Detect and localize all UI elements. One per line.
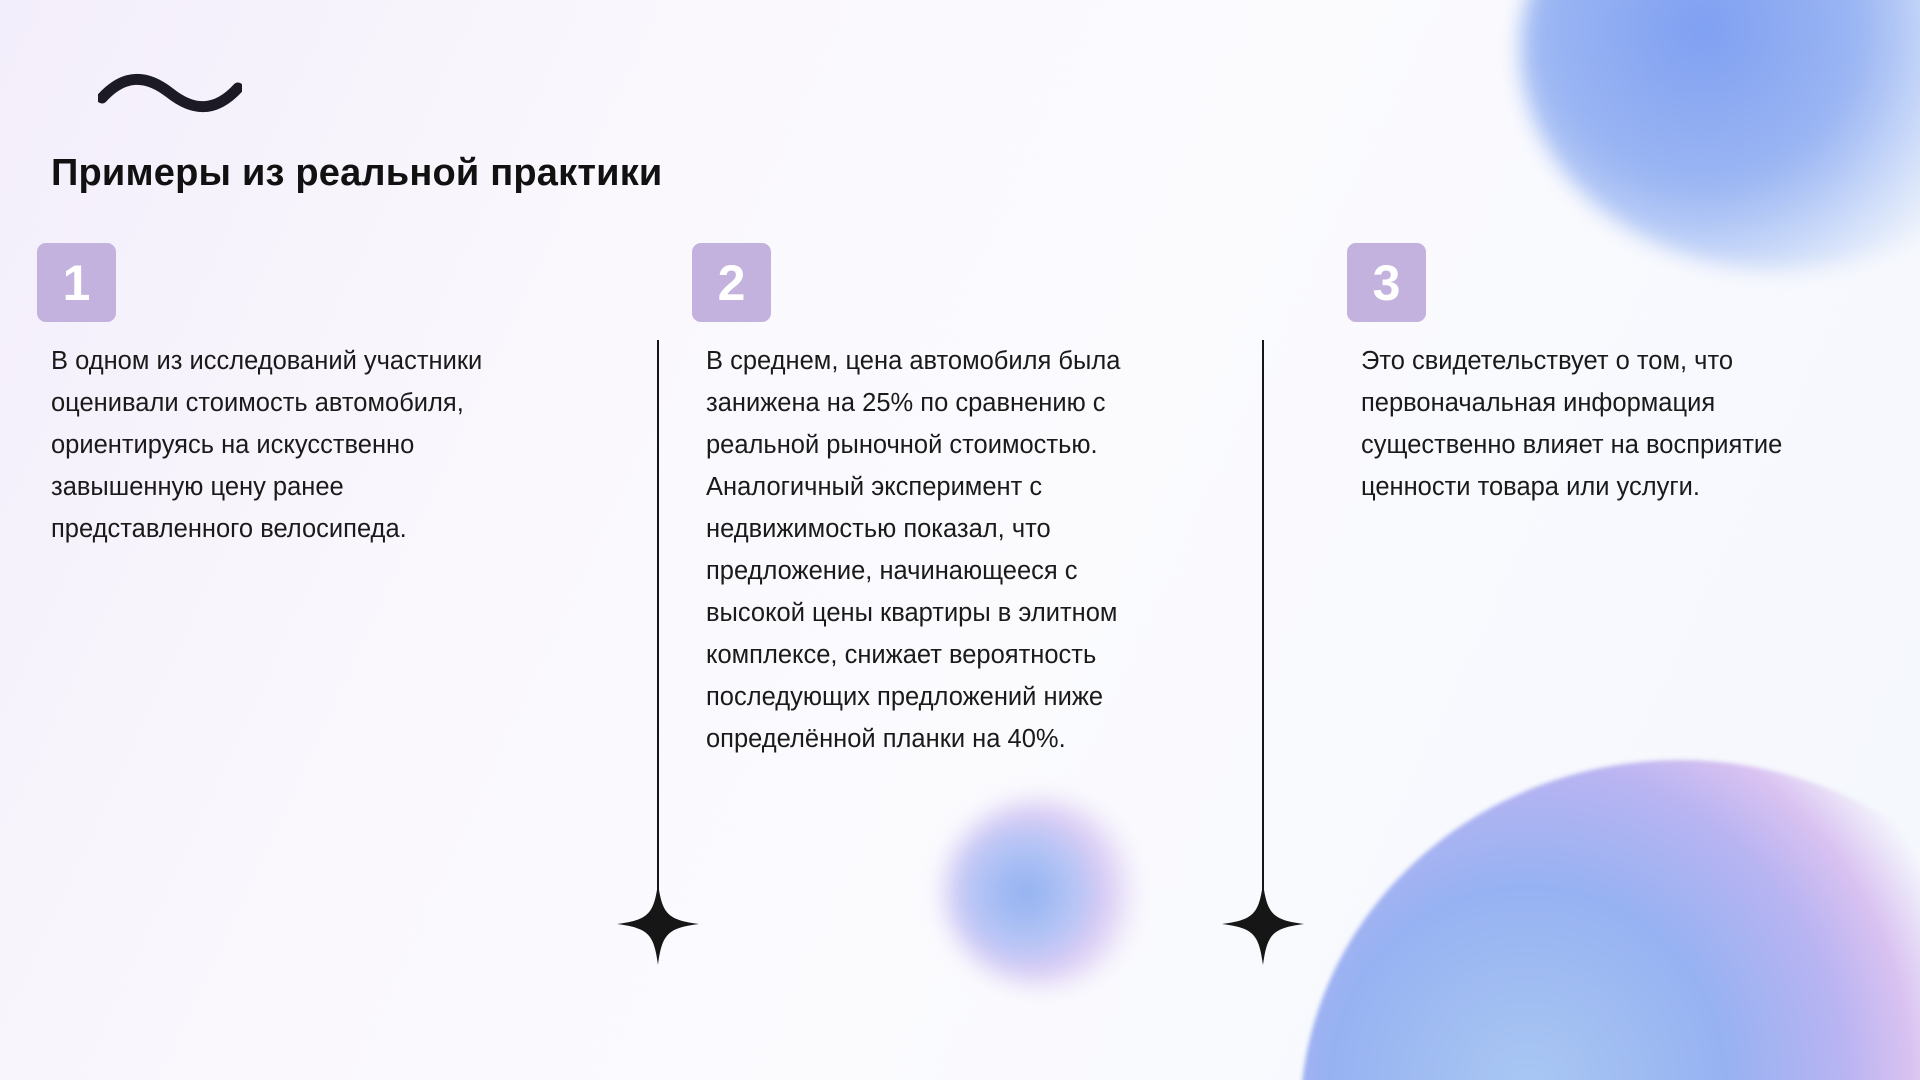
four-point-star-icon: [617, 883, 699, 965]
divider-line-1: [657, 340, 659, 920]
text-line: В одном из исследований участники: [51, 347, 483, 375]
text-line: Аналогичный эксперимент с: [706, 473, 1043, 501]
text-line: недвижимостью показал, что: [706, 515, 1051, 543]
text-line: представленного велосипеда.: [51, 515, 407, 543]
text-line: Это свидетельствует о том, что: [1361, 347, 1734, 375]
text-line: В среднем, цена автомобиля была: [706, 347, 1121, 375]
text-line: существенно влияет на восприятие: [1361, 431, 1783, 459]
text-line: занижена на 25% по сравнению с: [706, 389, 1106, 417]
slide-title: Примеры из реальной практики: [51, 152, 663, 194]
column-2-text: [706, 340, 1176, 760]
text-line: определённой планки на 40%.: [706, 725, 1066, 753]
number-badge-3: 3: [1347, 243, 1426, 322]
text-line: оценивали стоимость автомобиля,: [51, 389, 464, 417]
number-badge-2: 2: [692, 243, 771, 322]
gradient-blob-bottom-right: [1300, 760, 1920, 1080]
text-line: первоначальная информация: [1361, 389, 1716, 417]
squiggle-icon: [98, 72, 242, 114]
number-badge-1: 1: [37, 243, 116, 322]
text-line: ориентируясь на искусственно: [51, 431, 415, 459]
divider-line-2: [1262, 340, 1264, 920]
column-3-text: [1361, 340, 1831, 508]
text-line: последующих предложений ниже: [706, 683, 1104, 711]
text-line: комплексе, снижает вероятность: [706, 641, 1097, 669]
text-line: реальной рыночной стоимостью.: [706, 431, 1098, 459]
four-point-star-icon: [1222, 883, 1304, 965]
text-line: завышенную цену ранее: [51, 473, 344, 501]
column-1-text: [51, 340, 521, 550]
text-line: предложение, начинающееся с: [706, 557, 1078, 585]
text-line: высокой цены квартиры в элитном: [706, 599, 1118, 627]
gradient-blob-bottom-center: [945, 800, 1145, 985]
gradient-blob-top-right: [1520, 0, 1920, 270]
text-line: ценности товара или услуги.: [1361, 473, 1700, 501]
